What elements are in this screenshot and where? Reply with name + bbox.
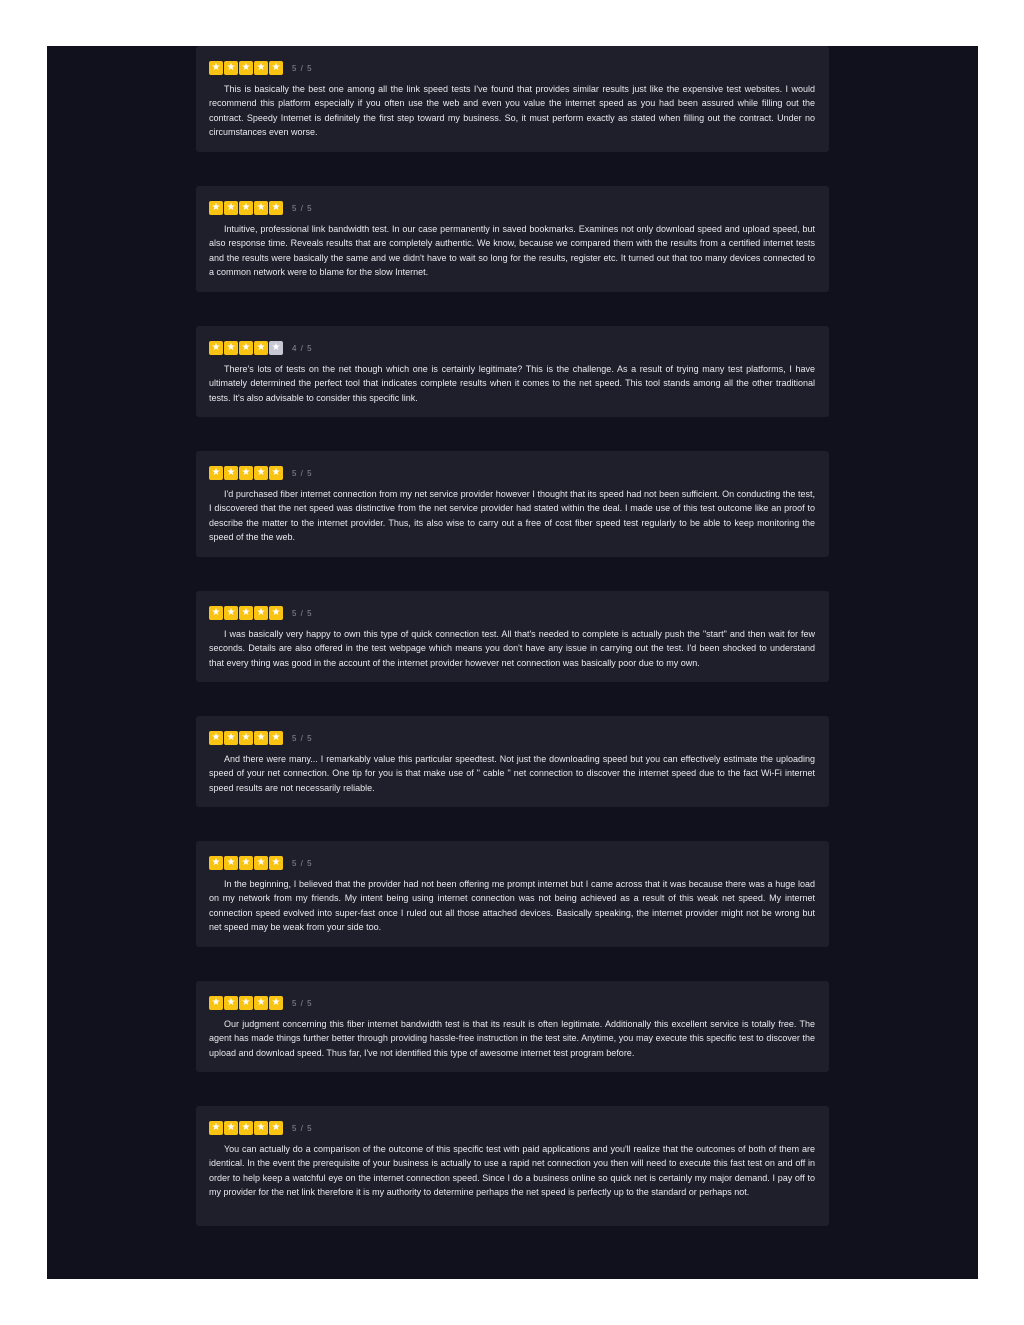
- star-icon: ★: [254, 996, 268, 1010]
- star-icon: ★: [224, 466, 238, 480]
- rating-row: [209, 1121, 815, 1135]
- star-icon: ★: [209, 341, 223, 355]
- star-icon: ★: [254, 606, 268, 620]
- rating-score: 5 / 5: [292, 63, 313, 73]
- star-icon: ★: [239, 731, 253, 745]
- review-card: [196, 186, 829, 292]
- rating-row: [209, 341, 815, 355]
- rating-score: 5 / 5: [292, 733, 313, 743]
- star-icon: ★: [224, 996, 238, 1010]
- star-icon: ★: [239, 856, 253, 870]
- star-icon: ★: [224, 1121, 238, 1135]
- star-icon: ★: [209, 731, 223, 745]
- star-icon: ★: [269, 61, 283, 75]
- star-icon: ★: [209, 1121, 223, 1135]
- star-icon: ★: [269, 996, 283, 1010]
- rating-row: [209, 201, 815, 215]
- star-icon: ★: [254, 201, 268, 215]
- star-icon: ★: [269, 1121, 283, 1135]
- star-icon: ★: [239, 61, 253, 75]
- star-icon: ★: [209, 61, 223, 75]
- star-icon: ★: [224, 856, 238, 870]
- rating-score: 5 / 5: [292, 608, 313, 618]
- review-card: [196, 591, 829, 682]
- star-rating: [209, 996, 283, 1010]
- star-icon: ★: [209, 201, 223, 215]
- star-rating: [209, 466, 283, 480]
- review-text: And there were many... I remarkably value this particular speedtest. Not just the downloading speed but you can effectively estimate the uploading speed of your net connection. One tip for you is that make use of " cable " net connection to discover the internet speed due to the fact Wi-Fi internet speed results are not necessarily reliable.: [209, 754, 815, 793]
- rating-score: 5 / 5: [292, 858, 313, 868]
- star-icon: ★: [254, 731, 268, 745]
- review-card: [196, 716, 829, 807]
- star-icon: ★: [224, 731, 238, 745]
- star-icon: ★: [254, 341, 268, 355]
- star-icon: ★: [239, 606, 253, 620]
- review-text: You can actually do a comparison of the outcome of this specific test with paid applications and you'll realize that the outcomes of both of them are identical. In the event the prerequisite of your business is actually to use a rapid net connection you then will need to execute this fast test on and off in order to help keep a watchful eye on the internet connection speed. Since I do a business online so quick net is certainly my major demand. I pay off to my provider for the net link therefore it is my authority to determine perhaps the net speed is perfectly up to the standard or perhaps not.: [209, 1144, 815, 1198]
- star-rating: [209, 1121, 283, 1135]
- star-rating: [209, 201, 283, 215]
- rating-row: [209, 606, 815, 620]
- star-rating: [209, 856, 283, 870]
- review-text: There's lots of tests on the net though which one is certainly legitimate? This is the challenge. As a result of trying many test platforms, I have ultimately determined the perfect tool that indicates complete results when it comes to the net speed. This tool stands among all the other traditional tests. It's also advisable to consider this specific link.: [209, 364, 815, 403]
- rating-row: [209, 856, 815, 870]
- star-icon: ★: [209, 606, 223, 620]
- rating-score: 5 / 5: [292, 1123, 313, 1133]
- rating-row: [209, 996, 815, 1010]
- review-text: In the beginning, I believed that the provider had not been offering me prompt internet but I came across that it was because there was a huge load on my network from my friends. My intent being using internet connection was not being achieved as a result of this weak net speed. My internet connection speed evolved into super-fast once I ruled out all those attached devices. Basically speaking, the internet provider might not be wrong but net speed may be weak from your side too.: [209, 879, 815, 933]
- star-icon: ★: [239, 466, 253, 480]
- star-icon: ★: [239, 1121, 253, 1135]
- star-icon: ★: [269, 201, 283, 215]
- rating-row: [209, 731, 815, 745]
- review-card: [196, 981, 829, 1072]
- review-card: [196, 841, 829, 947]
- star-icon: ★: [209, 996, 223, 1010]
- star-rating: [209, 61, 283, 75]
- star-icon: ★: [209, 466, 223, 480]
- star-icon: ★: [239, 341, 253, 355]
- star-icon: ★: [269, 466, 283, 480]
- review-text: Intuitive, professional link bandwidth test. In our case permanently in saved bookmarks. Examines not only download speed and upload speed, but also response time. Reveals results that are completely authentic. We know, because we compared them with the results from a certified internet tests and the results were basically the same and we didn't have to wait so long for the results, register etc. It turned out that too many devices connected to a common network were to blame for the slow Internet.: [209, 224, 815, 278]
- star-icon: ★: [269, 856, 283, 870]
- rating-score: 5 / 5: [292, 468, 313, 478]
- star-icon: ★: [239, 201, 253, 215]
- star-icon: ★: [254, 466, 268, 480]
- star-icon: ★: [254, 1121, 268, 1135]
- star-icon: ★: [239, 996, 253, 1010]
- star-rating: [209, 606, 283, 620]
- star-icon: ★: [224, 341, 238, 355]
- rating-row: [209, 466, 815, 480]
- review-text: This is basically the best one among all the link speed tests I've found that provides similar results just like the expensive test websites. I would recommend this platform especially if you often use the web and even you value the internet speed as you had been assured while filling out the contract. Speedy Internet is definitely the first step toward my business. So, it must perform exactly as stated when filling out the contract. Under no circumstances even worse.: [209, 84, 815, 138]
- review-card: [196, 46, 829, 152]
- star-rating: [209, 731, 283, 745]
- review-card: [196, 326, 829, 417]
- star-icon: ★: [254, 856, 268, 870]
- rating-score: 5 / 5: [292, 203, 313, 213]
- rating-score: 4 / 5: [292, 343, 313, 353]
- review-card: [196, 451, 829, 557]
- star-icon: ★: [224, 61, 238, 75]
- review-text: I was basically very happy to own this type of quick connection test. All that's needed to complete is actually push the "start" and then wait for few seconds. Details are also offered in the test webpage which means you don't have any issue in carrying out the test. I'd been shocked to understand that every thing was good in the account of the internet provider however net connection was basically poor due to my own.: [209, 629, 815, 668]
- review-card: [196, 1106, 829, 1226]
- star-empty-icon: ★: [269, 341, 283, 355]
- review-text: I'd purchased fiber internet connection from my net service provider however I thought that its speed had not been sufficient. On conducting the test, I discovered that the net speed was distinctive from the net service provider had stated within the deal. I made use of this test outcome like an proof to describe the matter to the internet provider. Thus, its also wise to carry out a free of cost fiber speed test regularly to be able to keep monitoring the speed of the the web.: [209, 489, 815, 543]
- star-rating: [209, 341, 283, 355]
- review-text: Our judgment concerning this fiber internet bandwidth test is that its result is often legitimate. Additionally this excellent service is totally free. The agent has made things further better through providing hassle-free instruction in the test site. Anytime, you may execute this specific test to discover the upload and download speed. Thus far, I've not identified this type of awesome internet test program before.: [209, 1019, 815, 1058]
- rating-score: 5 / 5: [292, 998, 313, 1008]
- star-icon: ★: [269, 606, 283, 620]
- rating-row: [209, 61, 815, 75]
- star-icon: ★: [254, 61, 268, 75]
- star-icon: ★: [224, 606, 238, 620]
- star-icon: ★: [269, 731, 283, 745]
- star-icon: ★: [209, 856, 223, 870]
- star-icon: ★: [224, 201, 238, 215]
